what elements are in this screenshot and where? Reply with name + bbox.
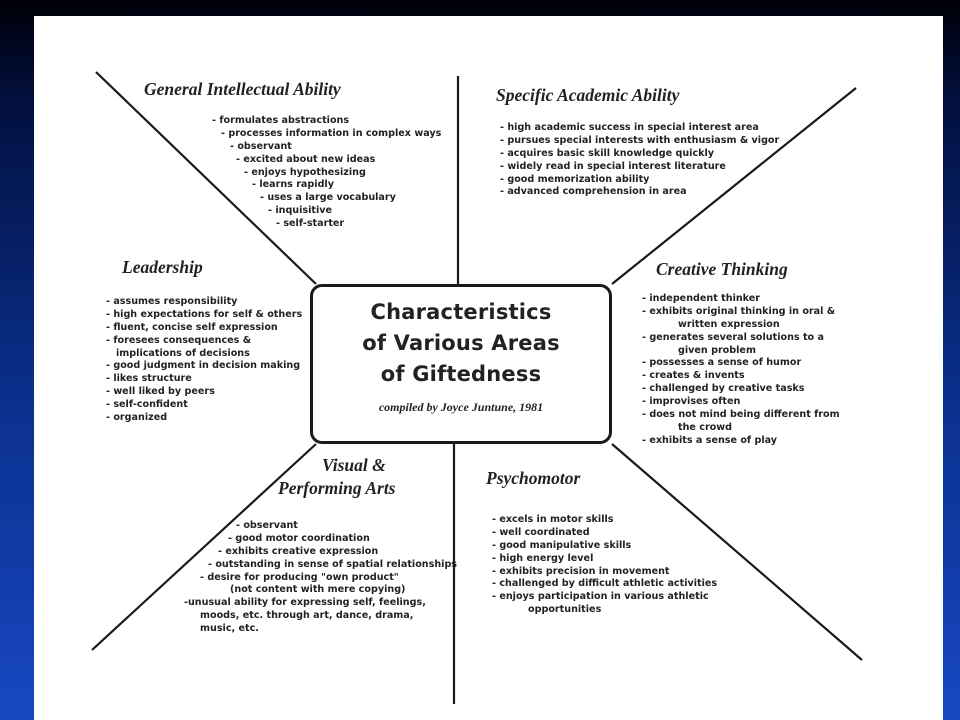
list-item: - processes information in complex ways <box>221 127 442 139</box>
list-item: - foresees consequences & <box>106 334 252 346</box>
heading-visual-performing-arts <box>278 454 396 500</box>
list-psychomotor <box>492 514 717 617</box>
list-item: - self-confident <box>106 399 188 411</box>
list-item: - creates & invents <box>642 370 745 382</box>
title-line-3: of Giftedness <box>380 362 542 386</box>
list-item: - formulates abstractions <box>212 115 350 126</box>
list-item: - assumes responsibility <box>106 296 238 307</box>
list-item: - advanced comprehension in area <box>500 186 687 198</box>
heading-creative-thinking: Creative Thinking <box>656 259 788 279</box>
heading-leadership: Leadership <box>122 257 203 277</box>
list-item: - challenged by difficult athletic activities <box>492 578 718 590</box>
list-item: - likes structure <box>106 373 192 385</box>
list-item: - self-starter <box>276 218 345 230</box>
list-item: - high energy level <box>492 552 594 564</box>
list-item: - organized <box>106 412 168 424</box>
title-line-2: of Various Areas <box>362 331 560 355</box>
credit-line: compiled by Joyce Juntune, 1981 <box>378 400 544 414</box>
diagram-sheet <box>34 16 943 720</box>
heading-line: Visual & <box>322 455 386 475</box>
list-item: - desire for producing "own product" <box>200 571 399 583</box>
list-creative-thinking <box>642 293 840 448</box>
list-item: implications of decisions <box>116 347 250 359</box>
list-item: - challenged by creative tasks <box>642 383 805 395</box>
list-item: - good memorization ability <box>500 173 650 185</box>
list-item: - well liked by peers <box>106 386 215 398</box>
list-item: opportunities <box>528 604 602 616</box>
list-item: - well coordinated <box>492 526 590 538</box>
list-item: - excited about new ideas <box>236 153 376 165</box>
list-item: - excels in motor skills <box>492 514 614 525</box>
list-item: the crowd <box>678 421 733 433</box>
list-item: - widely read in special interest literature <box>500 160 726 172</box>
list-general-intellectual <box>212 115 441 231</box>
list-item: - high expectations for self & others <box>106 308 303 320</box>
heading-specific-academic: Specific Academic Ability <box>496 85 680 105</box>
list-item: - observant <box>230 140 292 152</box>
list-item: - fluent, concise self expression <box>106 321 278 333</box>
heading-line: Performing Arts <box>278 478 396 498</box>
list-item: - exhibits precision in movement <box>492 565 670 577</box>
heading-psychomotor: Psychomotor <box>486 468 581 488</box>
center-title-box <box>310 284 612 444</box>
list-item: - exhibits original thinking in oral & <box>642 305 836 317</box>
list-item: - outstanding in sense of spatial relationships <box>208 558 458 570</box>
list-item: - enjoys participation in various athletic <box>492 591 709 603</box>
list-item: - does not mind being different from <box>642 409 840 421</box>
list-item: music, etc. <box>200 623 259 635</box>
list-item: - high academic success in special interest area <box>500 122 759 133</box>
list-item: written expression <box>678 318 780 330</box>
list-item: -unusual ability for expressing self, feelings, <box>184 597 426 609</box>
list-item: (not content with mere copying) <box>230 584 406 596</box>
list-item: - inquisitive <box>268 205 333 217</box>
list-item: - uses a large vocabulary <box>260 192 396 204</box>
list-item: - enjoys hypothesizing <box>244 166 366 178</box>
list-leadership <box>106 296 302 425</box>
list-specific-academic <box>500 122 779 199</box>
list-item: - observant <box>236 520 298 531</box>
list-item: - good motor coordination <box>228 532 370 544</box>
list-item: - independent thinker <box>642 293 761 304</box>
list-item: - learns rapidly <box>252 179 334 191</box>
diagram-title <box>313 297 609 390</box>
list-item: - generates several solutions to a <box>642 331 824 343</box>
title-line-1: Characteristics <box>370 300 552 324</box>
list-visual-performing-arts <box>184 520 457 636</box>
list-item: - exhibits creative expression <box>218 545 379 557</box>
list-item: - pursues special interests with enthusiasm & vigor <box>500 134 780 146</box>
list-item: - improvises often <box>642 396 741 408</box>
list-item: - possesses a sense of humor <box>642 357 802 369</box>
list-item: - exhibits a sense of play <box>642 434 778 446</box>
list-item: moods, etc. through art, dance, drama, <box>200 610 414 622</box>
heading-general-intellectual: General Intellectual Ability <box>144 79 341 99</box>
list-item: - good manipulative skills <box>492 539 632 551</box>
list-item: - acquires basic skill knowledge quickly <box>500 147 715 159</box>
list-item: - good judgment in decision making <box>106 360 301 372</box>
list-item: given problem <box>678 344 756 356</box>
